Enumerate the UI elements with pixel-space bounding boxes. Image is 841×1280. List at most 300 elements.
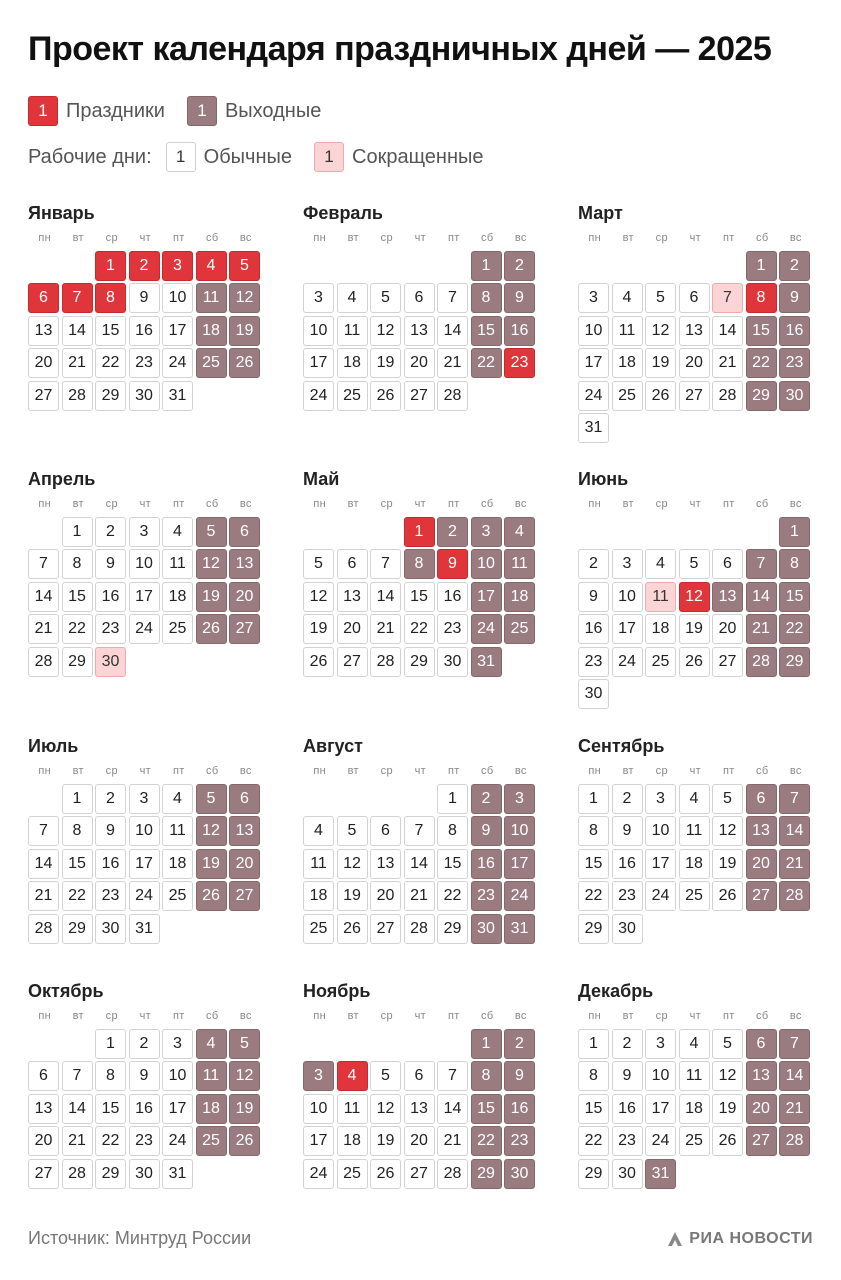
day-cell-normal: 26 [303, 647, 334, 677]
day-cell-normal: 16 [95, 849, 126, 879]
day-cell-weekend: 3 [504, 784, 535, 814]
day-cell-normal: 8 [62, 816, 93, 846]
day-cell-weekend: 22 [471, 1126, 502, 1156]
day-cell-normal: 7 [62, 1061, 93, 1091]
day-cell-weekend: 2 [779, 251, 810, 281]
day-cell-normal: 8 [62, 549, 93, 579]
day-cell-normal: 28 [437, 381, 468, 411]
weekday-label: пн [588, 765, 602, 777]
day-cell-weekend: 18 [196, 1094, 227, 1124]
day-cell-weekend: 15 [471, 1094, 502, 1124]
day-cell-weekend: 13 [229, 816, 260, 846]
day-cell-normal: 2 [95, 784, 126, 814]
day-cell-short: 11 [645, 582, 676, 612]
legend-short-label: Сокращенные [352, 145, 484, 168]
weekday-label: пн [313, 498, 327, 510]
day-cell-normal: 21 [62, 348, 93, 378]
day-cell-normal: 9 [95, 816, 126, 846]
day-cell-normal: 29 [95, 1159, 126, 1189]
weekday-label: вс [789, 498, 802, 510]
day-cell-normal: 4 [612, 283, 643, 313]
day-cell-normal: 12 [645, 316, 676, 346]
day-cell-weekend: 20 [229, 849, 260, 879]
day-cell-normal: 3 [129, 517, 160, 547]
month-name: Декабрь [578, 981, 654, 1001]
day-cell-normal: 24 [612, 647, 643, 677]
day-cell-normal: 4 [679, 1029, 710, 1059]
weekday-label: пт [722, 1010, 735, 1022]
day-cell-weekend: 21 [779, 849, 810, 879]
day-cell-normal: 7 [437, 1061, 468, 1091]
day-grid [28, 784, 268, 946]
day-cell-holiday: 3 [162, 251, 193, 281]
day-cell-normal: 10 [303, 316, 334, 346]
day-cell-normal: 29 [578, 1159, 609, 1189]
day-cell-normal: 22 [437, 881, 468, 911]
day-cell-weekend: 1 [779, 517, 810, 547]
day-cell-holiday: 4 [196, 251, 227, 281]
weekday-header [28, 496, 268, 512]
day-cell-normal: 17 [162, 316, 193, 346]
day-cell-normal: 7 [28, 549, 59, 579]
day-cell-normal: 10 [303, 1094, 334, 1124]
day-cell-normal: 6 [370, 816, 401, 846]
day-cell-normal: 8 [578, 816, 609, 846]
day-cell-weekend: 9 [504, 1061, 535, 1091]
weekday-header [28, 763, 268, 779]
day-cell-normal: 28 [404, 914, 435, 944]
ria-logo-icon [666, 1230, 684, 1248]
day-cell-normal: 12 [370, 316, 401, 346]
day-cell-normal: 26 [337, 914, 368, 944]
day-cell-normal: 25 [612, 381, 643, 411]
day-cell-normal: 17 [612, 614, 643, 644]
day-cell-weekend: 1 [471, 1029, 502, 1059]
weekday-label: ср [655, 765, 668, 777]
day-cell-weekend: 18 [504, 582, 535, 612]
month-name: Июль [28, 736, 79, 756]
day-cell-holiday: 7 [62, 283, 93, 313]
month-block [28, 468, 268, 679]
day-cell-normal: 29 [578, 914, 609, 944]
day-cell-normal: 15 [404, 582, 435, 612]
day-cell-weekend: 4 [196, 1029, 227, 1059]
day-cell-normal: 18 [679, 849, 710, 879]
day-cell-normal: 20 [712, 614, 743, 644]
weekday-label: вс [239, 498, 252, 510]
day-cell-normal: 4 [679, 784, 710, 814]
day-cell-normal: 15 [62, 582, 93, 612]
day-cell-weekend: 19 [229, 1094, 260, 1124]
day-cell-normal: 29 [404, 647, 435, 677]
day-cell-normal: 27 [337, 647, 368, 677]
day-cell-normal: 30 [129, 381, 160, 411]
day-cell-weekend: 12 [229, 283, 260, 313]
day-cell-weekend: 11 [504, 549, 535, 579]
month-name: Апрель [28, 469, 96, 489]
day-cell-weekend: 9 [779, 283, 810, 313]
day-cell-normal: 18 [679, 1094, 710, 1124]
day-cell-normal: 26 [645, 381, 676, 411]
day-cell-normal: 12 [370, 1094, 401, 1124]
weekday-header [303, 496, 543, 512]
day-cell-normal: 25 [337, 381, 368, 411]
weekday-label: ср [655, 232, 668, 244]
ria-logo-text: РИА НОВОСТИ [689, 1230, 813, 1247]
day-cell-weekend: 6 [229, 517, 260, 547]
weekday-label: вт [72, 498, 84, 510]
day-cell-weekend: 26 [229, 348, 260, 378]
weekday-label: пт [447, 498, 460, 510]
day-cell-normal: 22 [578, 1126, 609, 1156]
day-cell-normal: 22 [62, 614, 93, 644]
day-cell-normal: 28 [62, 1159, 93, 1189]
day-cell-normal: 18 [337, 348, 368, 378]
weekday-label: вт [347, 765, 359, 777]
legend-day-types [28, 96, 343, 126]
day-cell-weekend: 8 [471, 1061, 502, 1091]
day-cell-normal: 14 [28, 849, 59, 879]
day-cell-normal: 13 [679, 316, 710, 346]
day-cell-normal: 26 [679, 647, 710, 677]
weekday-header [28, 230, 268, 246]
weekday-label: вт [622, 1010, 634, 1022]
day-cell-normal: 19 [370, 1126, 401, 1156]
day-cell-normal: 10 [578, 316, 609, 346]
day-cell-normal: 28 [370, 647, 401, 677]
day-cell-normal: 1 [62, 784, 93, 814]
day-cell-weekend: 21 [746, 614, 777, 644]
day-cell-normal: 21 [62, 1126, 93, 1156]
day-cell-weekend: 22 [779, 614, 810, 644]
day-cell-weekend: 27 [746, 881, 777, 911]
month-block [303, 735, 543, 946]
day-cell-normal: 15 [578, 1094, 609, 1124]
day-cell-normal: 6 [712, 549, 743, 579]
legend-short-swatch: 1 [314, 142, 344, 172]
day-cell-holiday: 23 [504, 348, 535, 378]
weekday-label: пн [588, 498, 602, 510]
day-cell-normal: 9 [612, 816, 643, 846]
weekday-label: вс [789, 765, 802, 777]
day-cell-weekend: 11 [196, 1061, 227, 1091]
month-block [303, 202, 543, 413]
day-cell-normal: 26 [370, 381, 401, 411]
page-title: Проект календаря праздничных дней — 2025 [28, 30, 772, 68]
weekday-label: вт [622, 232, 634, 244]
day-cell-weekend: 7 [746, 549, 777, 579]
day-cell-normal: 1 [437, 784, 468, 814]
day-cell-normal: 13 [28, 316, 59, 346]
weekday-label: вт [347, 498, 359, 510]
day-cell-weekend: 19 [229, 316, 260, 346]
day-cell-weekend: 20 [746, 849, 777, 879]
day-cell-normal: 5 [712, 784, 743, 814]
day-cell-normal: 20 [28, 348, 59, 378]
day-cell-normal: 24 [578, 381, 609, 411]
day-cell-normal: 11 [162, 549, 193, 579]
day-cell-weekend: 4 [504, 517, 535, 547]
weekday-header [303, 230, 543, 246]
day-cell-normal: 23 [612, 1126, 643, 1156]
day-cell-holiday: 9 [437, 549, 468, 579]
weekday-header [28, 1008, 268, 1024]
day-cell-holiday: 12 [679, 582, 710, 612]
month-name: Октябрь [28, 981, 104, 1001]
day-cell-normal: 31 [129, 914, 160, 944]
day-cell-normal: 14 [712, 316, 743, 346]
day-cell-normal: 24 [303, 381, 334, 411]
day-cell-normal: 24 [129, 881, 160, 911]
weekday-label: пт [172, 498, 185, 510]
month-name: Июнь [578, 469, 629, 489]
weekday-label: пн [313, 232, 327, 244]
day-cell-weekend: 1 [471, 251, 502, 281]
day-cell-normal: 26 [712, 1126, 743, 1156]
day-grid [303, 1029, 543, 1191]
day-cell-normal: 9 [578, 582, 609, 612]
day-cell-holiday: 4 [337, 1061, 368, 1091]
day-cell-normal: 19 [712, 1094, 743, 1124]
source-note: Источник: Минтруд России [28, 1228, 252, 1248]
day-cell-normal: 6 [404, 283, 435, 313]
month-block [578, 202, 818, 445]
day-cell-normal: 5 [337, 816, 368, 846]
weekday-label: пт [722, 498, 735, 510]
day-cell-weekend: 31 [471, 647, 502, 677]
day-cell-normal: 6 [404, 1061, 435, 1091]
day-cell-normal: 17 [303, 1126, 334, 1156]
weekday-header [578, 1008, 818, 1024]
weekday-label: ср [380, 232, 393, 244]
day-cell-normal: 21 [28, 614, 59, 644]
legend-weekend-swatch: 1 [187, 96, 217, 126]
day-cell-normal: 6 [679, 283, 710, 313]
weekday-label: пт [722, 765, 735, 777]
day-cell-weekend: 17 [471, 582, 502, 612]
day-cell-normal: 14 [437, 316, 468, 346]
day-cell-weekend: 26 [196, 614, 227, 644]
day-cell-normal: 19 [712, 849, 743, 879]
weekday-label: пн [313, 1010, 327, 1022]
legend-holiday-swatch: 1 [28, 96, 58, 126]
day-cell-normal: 24 [303, 1159, 334, 1189]
day-grid [303, 784, 543, 946]
weekday-label: чт [414, 498, 426, 510]
day-grid [303, 251, 543, 413]
day-cell-normal: 21 [437, 348, 468, 378]
day-cell-normal: 5 [303, 549, 334, 579]
day-cell-normal: 15 [62, 849, 93, 879]
day-cell-normal: 5 [712, 1029, 743, 1059]
day-cell-normal: 28 [28, 914, 59, 944]
day-cell-weekend: 27 [229, 614, 260, 644]
day-cell-normal: 29 [62, 914, 93, 944]
weekday-label: вт [347, 232, 359, 244]
day-cell-normal: 23 [437, 614, 468, 644]
day-cell-normal: 5 [370, 1061, 401, 1091]
day-cell-normal: 11 [337, 1094, 368, 1124]
day-cell-weekend: 13 [746, 1061, 777, 1091]
day-cell-normal: 1 [578, 1029, 609, 1059]
day-cell-holiday: 6 [28, 283, 59, 313]
day-cell-normal: 16 [578, 614, 609, 644]
day-cell-weekend: 6 [229, 784, 260, 814]
day-cell-weekend: 25 [196, 348, 227, 378]
weekday-label: пт [447, 1010, 460, 1022]
day-cell-weekend: 5 [196, 784, 227, 814]
day-cell-weekend: 3 [471, 517, 502, 547]
month-name: Февраль [303, 203, 383, 223]
day-cell-weekend: 24 [504, 881, 535, 911]
day-cell-normal: 21 [437, 1126, 468, 1156]
day-cell-weekend: 13 [229, 549, 260, 579]
day-cell-weekend: 16 [471, 849, 502, 879]
month-name: Март [578, 203, 623, 223]
day-cell-normal: 3 [645, 1029, 676, 1059]
weekday-label: вс [514, 1010, 527, 1022]
day-cell-weekend: 1 [746, 251, 777, 281]
day-cell-normal: 7 [370, 549, 401, 579]
day-cell-normal: 27 [404, 1159, 435, 1189]
day-cell-normal: 9 [95, 549, 126, 579]
day-cell-normal: 26 [370, 1159, 401, 1189]
day-cell-normal: 20 [28, 1126, 59, 1156]
weekday-label: ср [380, 498, 393, 510]
day-cell-weekend: 14 [779, 1061, 810, 1091]
day-cell-normal: 21 [712, 348, 743, 378]
day-cell-normal: 3 [578, 283, 609, 313]
day-cell-weekend: 24 [471, 614, 502, 644]
ria-logo [666, 1230, 813, 1248]
day-cell-normal: 30 [578, 679, 609, 709]
weekday-label: сб [756, 765, 769, 777]
day-grid [28, 1029, 268, 1191]
day-cell-normal: 14 [370, 582, 401, 612]
day-cell-normal: 17 [645, 1094, 676, 1124]
day-cell-weekend: 12 [229, 1061, 260, 1091]
weekday-label: пн [313, 765, 327, 777]
day-cell-weekend: 29 [779, 647, 810, 677]
day-cell-normal: 3 [612, 549, 643, 579]
day-cell-short: 30 [95, 647, 126, 677]
day-cell-normal: 31 [162, 381, 193, 411]
day-cell-weekend: 22 [746, 348, 777, 378]
weekday-label: пн [588, 232, 602, 244]
legend-weekend-label: Выходные [224, 99, 322, 122]
day-cell-normal: 27 [712, 647, 743, 677]
month-block [303, 468, 543, 679]
month-block [28, 980, 268, 1191]
weekday-label: сб [206, 765, 219, 777]
day-cell-normal: 20 [337, 614, 368, 644]
weekday-label: сб [481, 232, 494, 244]
day-cell-normal: 17 [129, 582, 160, 612]
day-cell-normal: 2 [612, 1029, 643, 1059]
weekday-label: пн [588, 1010, 602, 1022]
day-cell-weekend: 17 [504, 849, 535, 879]
day-cell-normal: 30 [129, 1159, 160, 1189]
day-cell-normal: 27 [370, 914, 401, 944]
day-cell-normal: 4 [303, 816, 334, 846]
day-cell-normal: 17 [645, 849, 676, 879]
day-cell-normal: 10 [645, 816, 676, 846]
day-cell-normal: 28 [62, 381, 93, 411]
day-cell-normal: 26 [712, 881, 743, 911]
day-cell-normal: 19 [303, 614, 334, 644]
day-cell-normal: 30 [95, 914, 126, 944]
day-cell-normal: 22 [404, 614, 435, 644]
day-cell-normal: 29 [95, 381, 126, 411]
day-cell-normal: 14 [62, 316, 93, 346]
weekday-label: сб [206, 232, 219, 244]
day-cell-normal: 23 [129, 348, 160, 378]
day-cell-normal: 12 [712, 1061, 743, 1091]
legend-normal-swatch: 1 [166, 142, 196, 172]
day-cell-weekend: 12 [196, 816, 227, 846]
day-cell-weekend: 29 [746, 381, 777, 411]
weekday-label: чт [139, 498, 151, 510]
day-cell-short: 7 [712, 283, 743, 313]
day-cell-normal: 7 [28, 816, 59, 846]
weekday-label: сб [206, 498, 219, 510]
day-cell-weekend: 22 [471, 348, 502, 378]
weekday-label: вс [514, 232, 527, 244]
day-cell-weekend: 30 [779, 381, 810, 411]
day-cell-normal: 31 [578, 413, 609, 443]
day-cell-normal: 15 [95, 316, 126, 346]
weekday-label: чт [414, 765, 426, 777]
weekday-label: сб [756, 1010, 769, 1022]
weekday-label: сб [756, 232, 769, 244]
day-grid [303, 517, 543, 679]
day-cell-weekend: 15 [746, 316, 777, 346]
weekday-label: пн [38, 1010, 52, 1022]
day-cell-normal: 14 [28, 582, 59, 612]
day-cell-weekend: 13 [746, 816, 777, 846]
day-cell-normal: 9 [612, 1061, 643, 1091]
weekday-label: вт [72, 232, 84, 244]
day-cell-normal: 8 [578, 1061, 609, 1091]
day-cell-normal: 10 [645, 1061, 676, 1091]
day-cell-normal: 4 [162, 517, 193, 547]
day-cell-normal: 28 [712, 381, 743, 411]
day-cell-normal: 28 [437, 1159, 468, 1189]
legend-workdays-prefix: Рабочие дни: [28, 145, 152, 168]
day-cell-normal: 5 [370, 283, 401, 313]
day-cell-normal: 21 [28, 881, 59, 911]
day-cell-normal: 11 [679, 1061, 710, 1091]
weekday-label: вт [622, 765, 634, 777]
weekday-label: пт [172, 1010, 185, 1022]
day-cell-weekend: 28 [779, 881, 810, 911]
day-cell-normal: 12 [303, 582, 334, 612]
day-cell-weekend: 31 [645, 1159, 676, 1189]
day-cell-normal: 4 [162, 784, 193, 814]
weekday-label: вс [789, 232, 802, 244]
day-cell-normal: 2 [95, 517, 126, 547]
day-cell-normal: 25 [679, 881, 710, 911]
day-cell-weekend: 15 [779, 582, 810, 612]
weekday-label: пн [38, 765, 52, 777]
day-cell-normal: 6 [28, 1061, 59, 1091]
day-cell-normal: 1 [62, 517, 93, 547]
day-cell-normal: 13 [404, 1094, 435, 1124]
day-cell-normal: 24 [162, 1126, 193, 1156]
weekday-label: пт [172, 765, 185, 777]
day-cell-normal: 20 [370, 881, 401, 911]
weekday-label: вс [239, 1010, 252, 1022]
